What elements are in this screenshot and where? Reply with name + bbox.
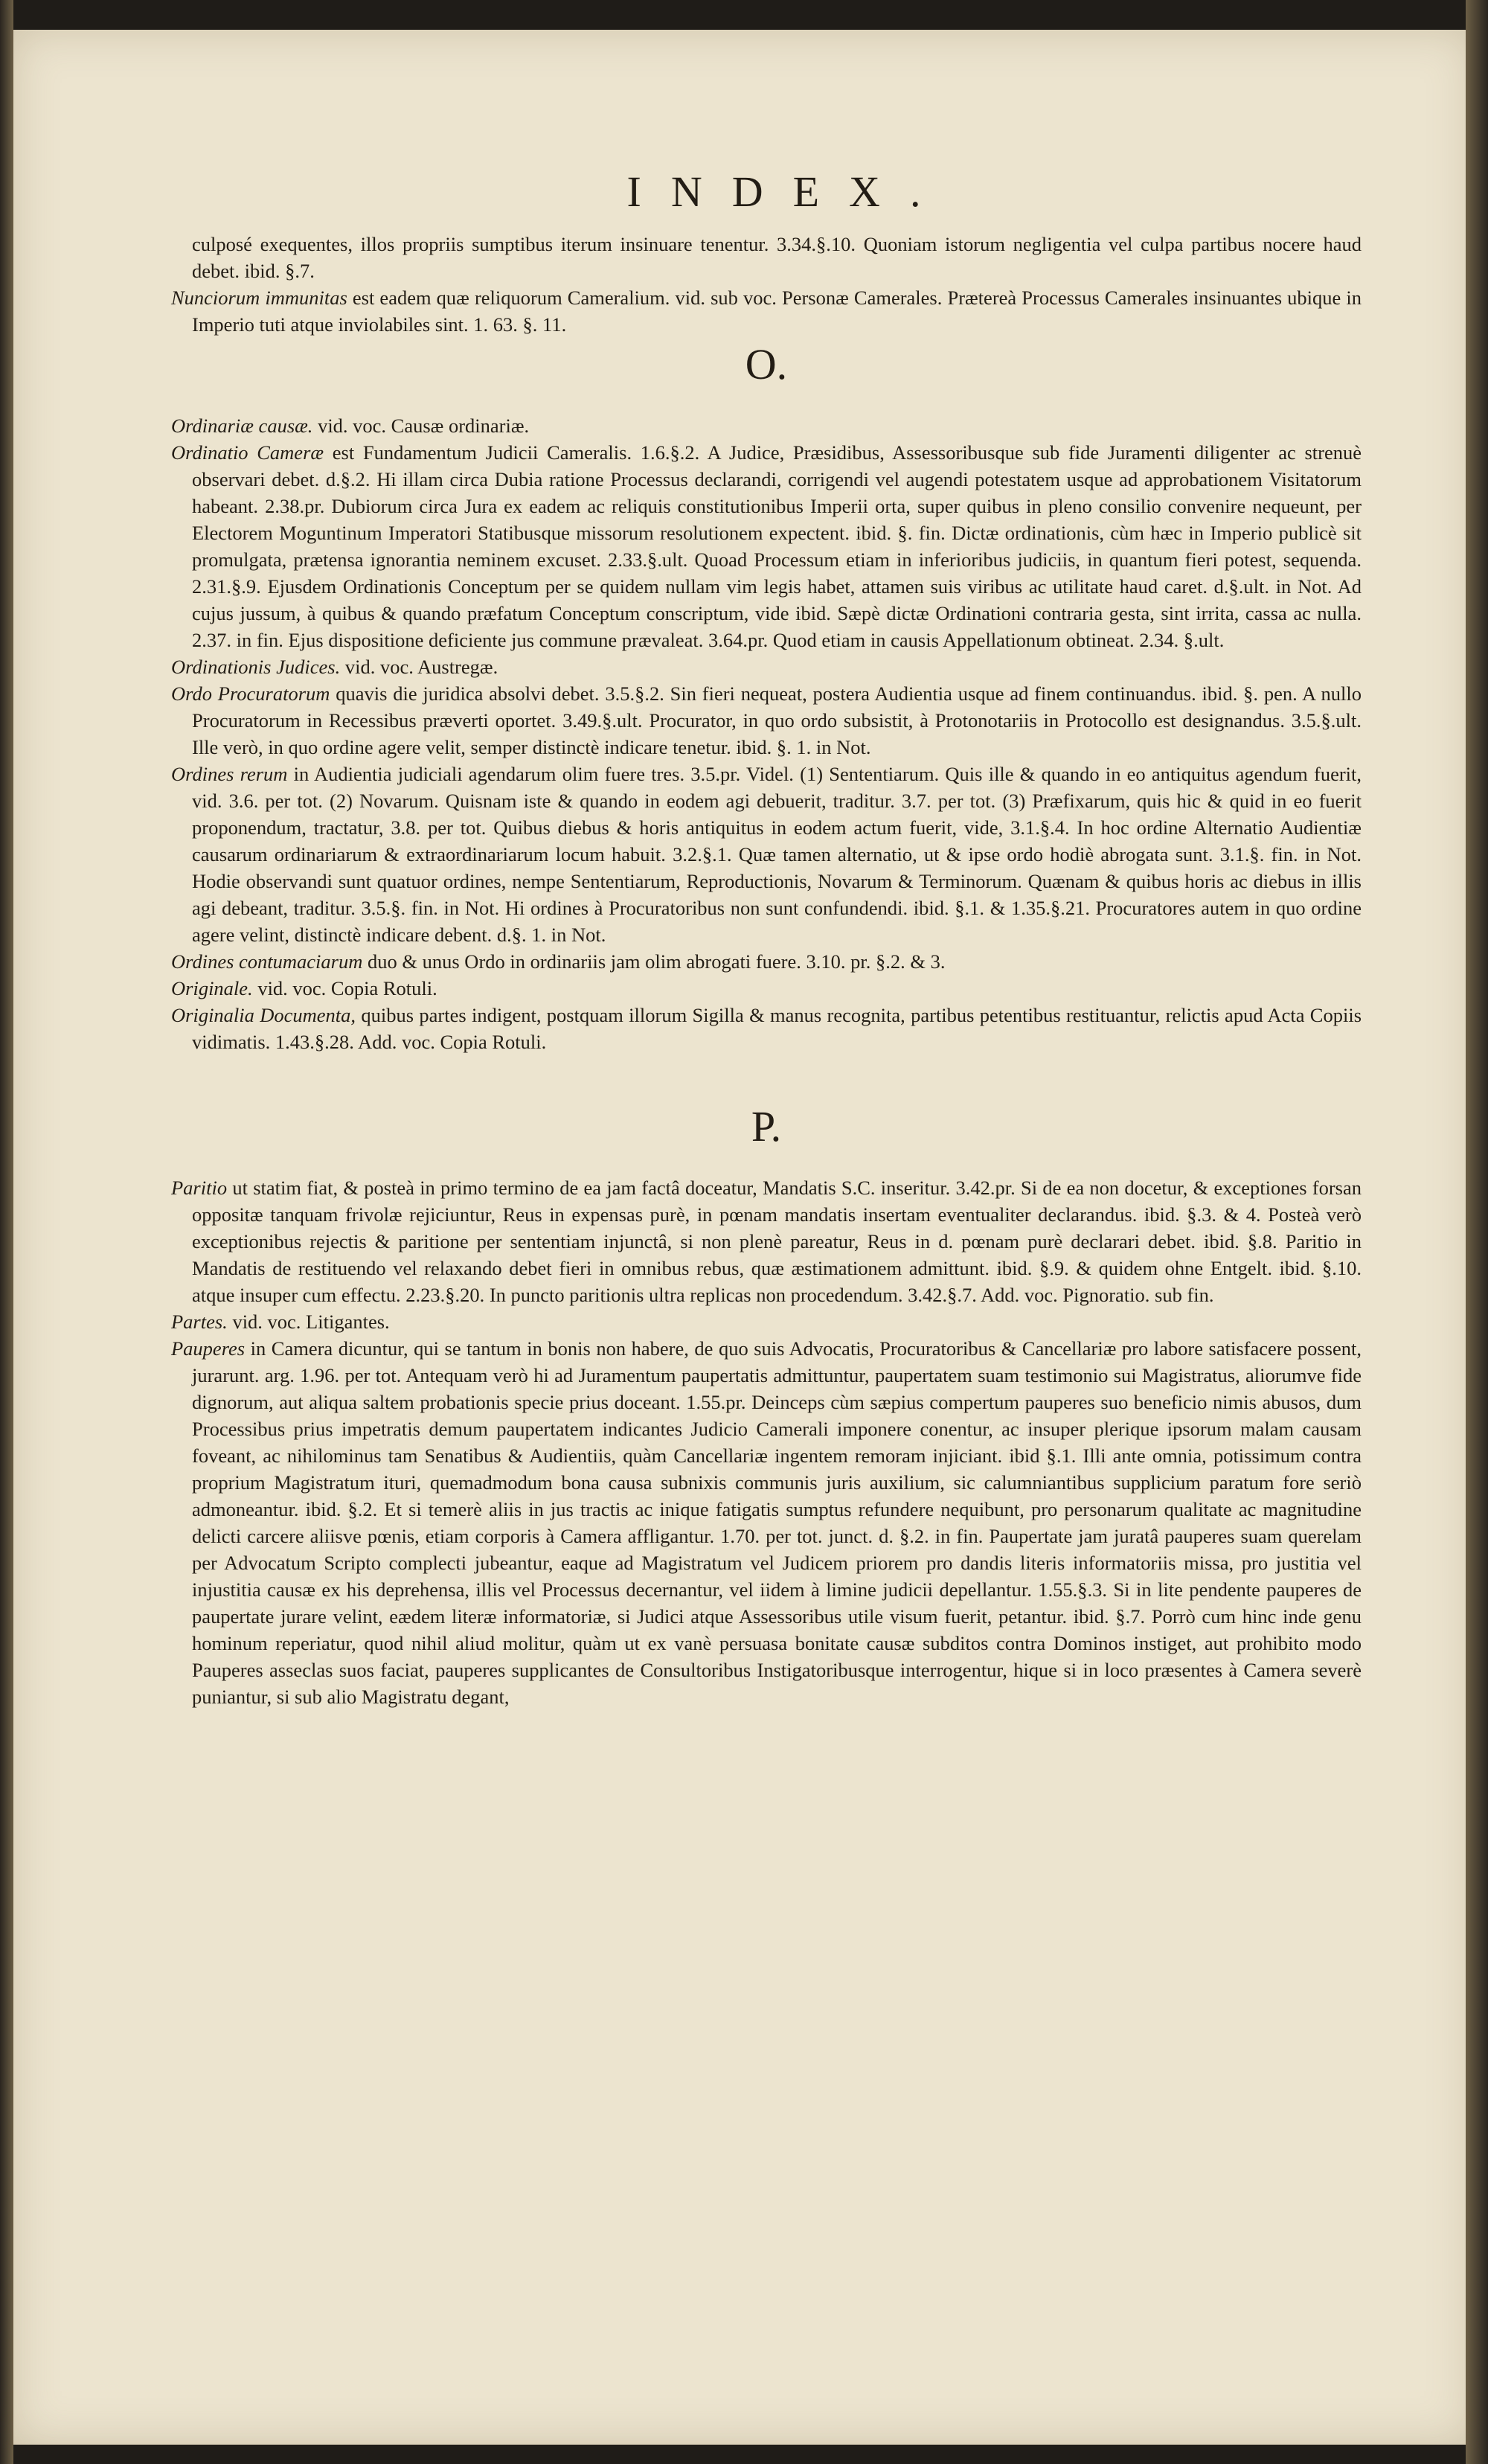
entry-text: ut statim fiat, & posteà in primo termino de ea jam factâ doceatur, Mandatis S.C. inseritur. 3.42.pr. Si de ea non docetur, & exceptiones forsan oppositæ tanquam frivolæ rejiciuntur, Reus in expensas purè, in pœnam mandatis insertam eventualiter declarandus. ibid. §.3. & 4. Posteà verò exceptionibus rejectis & paritione per sententiam injunctâ, si non plenè pareatur, Reus in d. pœnam purè declarari debet. ibid. §.8. Paritio in Mandatis de restituendo vel relaxando debet fieri in omnibus rebus, quæ æstimationem admittunt. ibid. §.9. & quidem ohne Entgelt. ibid. §.10. atque insuper cum effectu. 2.23.§.20. In puncto paritionis ultra replicas non procedendum. 3.42.§.7. Add. voc. Pignoratio. sub fin. [192, 1177, 1362, 1306]
index-entry [171, 975, 1362, 1002]
entry-term: Originale. [171, 977, 253, 999]
section-gap [171, 1055, 1362, 1100]
entry-text: vid. voc. Causæ ordinariæ. [318, 415, 530, 437]
entry-text: quavis die juridica absolvi debet. 3.5.§.2. Sin fieri nequeat, postera Audientia usque ad finem continuandus. ibid. §. pen. A nullo Procuratorum in Recessibus præverti oportet. 3.49.§.ult. Procurator, in quo ordo subsistit, à Protonotariis in Protocollo est designandus. 3.5.§.ult. Ille verò, in quo ordine agere velit, semper distinctè indicare tenetur. ibid. §. 1. in Not. [192, 682, 1362, 758]
entry-text: vid. voc. Austregæ. [344, 656, 498, 678]
index-entry [171, 284, 1362, 338]
section-letter-p: P. [751, 1102, 782, 1151]
entry-text: culposé exequentes, illos propriis sumptibus iterum insinuare tenentur. 3.34.§.10. Quoniam istorum negligentia vel culpa partibus nocere haud debet. ibid. §.7. [192, 233, 1362, 282]
entry-term: Partes. [171, 1311, 228, 1333]
index-entry [171, 231, 1362, 284]
entry-term: Originalia Documenta, [171, 1004, 356, 1026]
index-entry [171, 412, 1362, 439]
entry-text: in Camera dicuntur, qui se tantum in bonis non habere, de quo suis Advocatis, Procuratoribus & Cancellariæ pro labore satisfacere possent, jurarunt. arg. 1.96. per tot. Antequam verò hi ad Juramentum paupertatis admittuntur, paupertatem suam testimonio sui Magistratus, aliorumve fide dignorum, aut aliqua saltem probationis specie prius doceant. 1.55.pr. Deinceps cùm sæpius compertum pauperes suo beneficio nimis abusos, dum Processibus prius impetratis demum paupertatem indicantes Judicio Camerali imponere conentur, ac insuper plerique ipsorum malam causam foveant, ac nihilominus tam Senatibus & Audientiis, quàm Cancellariæ ingentem remoram injiciant. ibid §.1. Illi ante omnia, potissimum contra proprium Magistratum ituri, quemadmodum bona causa subnixis communis juris auxilium, sic calumniantibus supplicium paratum fore seriò admoneantur. ibid. §.2. Et si temerè aliis in jus tractis ac inique fatigatis sumptus refundere nequibunt, pro personarum qualitate ac magnitudine delicti carcere aliisve pœnis, etiam corporis à Camera affligantur. 1.70. per tot. junct. d. §.2. in fin. Paupertate jam juratâ pauperes suam querelam per Advocatum Scripto complecti jubeantur, eaque ad Magistratum vel Judicem priorem pro dandis literis informatoriis missa, pro justitia vel injustitia causæ ex his deprehensa, illis vel Processus decernantur, vel iidem à limine judicii depellantur. 1.55.§.3. Si in lite pendente pauperes de paupertate jurare velint, eædem literæ informatoriæ, si Judici atque Assessoribus utile visum fuerit, petantur. ibid. §.7. Porrò cum hinc inde genu hominum reperiatur, quod nihil aliud molitur, quàm ut ex vanè persuasa bonitate causæ subditos contra Dominos instiget, aut prohibito modo Pauperes asseclas suos faciat, pauperes supplicantes de Consultoribus Instigatoribusque interrogentur, hique si in loco præsentes à Camera severè puniantur, si sub alio Magistratu degant, [192, 1337, 1362, 1708]
book-edge-right [1466, 0, 1488, 2464]
entry-text: duo & unus Ordo in ordinariis jam olim abrogati fuere. 3.10. pr. §.2. & 3. [368, 950, 946, 973]
entry-term: Nunciorum immunitas [171, 287, 347, 309]
section-letter-o: O. [745, 340, 788, 388]
entry-term: Ordinationis Judices. [171, 656, 341, 678]
index-entry [171, 948, 1362, 975]
entry-text: est Fundamentum Judicii Cameralis. 1.6.§.2. A Judice, Præsidibus, Assessoribusque sub fide Juramenti diligenter ac strenuè observari debet. d.§.2. Hi illam circa Dubia ratione Processus declarandi, corrigendi vel augendi potestatem usque ad approbationem Visitatorum habeant. 2.38.pr. Dubiorum circa Jura ex eadem ac reliquis constitutionibus Imperii orta, super quibus in pleno consilio convenire nequeunt, per Electorem Moguntinum Imperatori Statibusque missorum resolutionem expectent. ibid. §. fin. Dictæ ordinationis, cùm hæc in Imperio publicè sit promulgata, prætensa ignorantia neminem excuset. 2.33.§.ult. Quoad Processum etiam in inferioribus judiciis, in quantum fieri potest, sequenda. 2.31.§.9. Ejusdem Ordinationis Conceptum per se quidem nullam vim legis habet, attamen suis viribus ac utilitate haud caret. d.§.ult. in Not. Ad cujus jussum, à quibus & quando præfatum Conceptum conscriptum, vide ibid. Sæpè dictæ Ordinationi contraria gesta, sint irrita, cassa ac nulla. 2.37. in fin. Ejus dispositione deficiente jus commune prævaleat. 3.64.pr. Quod etiam in causis Appellationum obtineat. 2.34. §.ult. [192, 441, 1362, 651]
entry-term: Pauperes [171, 1337, 246, 1360]
entry-term: Ordinatio Cameræ [171, 441, 324, 464]
page-content [171, 149, 1362, 1710]
entry-term: Ordinariæ causæ. [171, 415, 313, 437]
entry-term: Ordo Procuratorum [171, 682, 330, 705]
entry-text: vid. voc. Litigantes. [232, 1311, 390, 1333]
entry-text: vid. voc. Copia Rotuli. [257, 977, 437, 999]
index-entry [171, 680, 1362, 761]
entry-text: est eadem quæ reliquorum Cameralium. vid. sub voc. Personæ Camerales. Prætereà Processus Camerales insinuantes ubique in Imperio tuti atque inviolabiles sint. 1. 63. §. 11. [192, 287, 1362, 336]
index-entry [171, 761, 1362, 948]
index-entry [171, 1174, 1362, 1308]
index-entry [171, 1002, 1362, 1055]
entry-text: quibus partes indigent, postquam illorum Sigilla & manus recognita, partibus petentibus restituantur, relictis apud Acta Copiis vidimatis. 1.43.§.28. Add. voc. Copia Rotuli. [192, 1004, 1362, 1053]
entry-term: Ordines rerum [171, 763, 288, 785]
index-entry [171, 1308, 1362, 1335]
entry-term: Paritio [171, 1177, 228, 1199]
index-entry [171, 1335, 1362, 1710]
entry-term: Ordines contumaciarum [171, 950, 363, 973]
index-entry [171, 653, 1362, 680]
page-title: INDEX. [626, 167, 951, 216]
entry-text: in Audientia judiciali agendarum olim fuere tres. 3.5.pr. Videl. (1) Sententiarum. Quis ille & quando in eo antiquitus agendum fuerit, vid. 3.6. per tot. (2) Novarum. Quisnam iste & quando in eodem agi debuerit, traditur. 3.7. per tot. (3) Præfixarum, quis hic & quid in eo fuerit proponendum, tractatur, 3.8. per tot. Quibus diebus & horis antiquitus in eodem actum fuerit, vide, 3.1.§.4. In hoc ordine Alternatio Audientiæ causarum ordinariarum & extraordinariarum locum habuit. 3.2.§.1. Quæ tamen alternatio, ut & ipse ordo hodiè abrogata sunt. 3.1.§. fin. in Not. Hodie observandi sunt quatuor ordines, nempe Sententiarum, Reproductionis, Novarum & Terminorum. Quænam & quibus horis ac diebus in illis agi debeant, traditur. 3.5.§. fin. in Not. Hi ordines à Procuratoribus non sunt confundendi. ibid. §.1. & 1.35.§.21. Procuratores autem in quo ordine agere velint, distinctè indicare debent. d.§. 1. in Not. [192, 763, 1362, 946]
book-gutter-left [0, 0, 13, 2464]
index-entry [171, 439, 1362, 653]
